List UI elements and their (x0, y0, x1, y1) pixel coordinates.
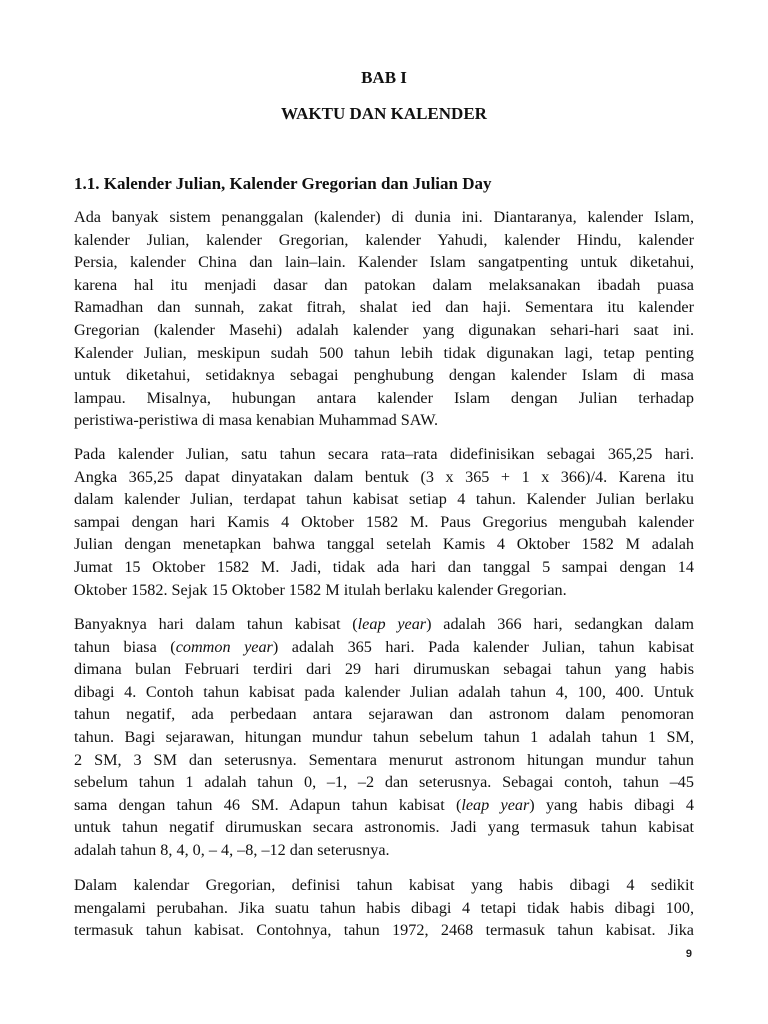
paragraph-line: kalender Julian, kalender Gregorian, kalender Yahudi, kalender Hindu, kalender (74, 230, 694, 249)
chapter-title: WAKTU DAN KALENDER (281, 104, 487, 123)
page-number: 9 (685, 948, 692, 960)
paragraph-line: untuk diketahui, setidaknya sebagai penghubung dengan kalender Islam di masa (74, 366, 694, 385)
paragraph-line: termasuk tahun kabisat. Contohnya, tahun 1972, 2468 termasuk tahun kabisat. Jika (74, 921, 694, 940)
paragraph-line: Pada kalender Julian, satu tahun secara rata–rata didefinisikan sebagai 365,25 hari. (74, 445, 694, 463)
text-run: ) yang habis dibagi 4 (529, 795, 694, 814)
paragraph-line: tahun. Bagi sejarawan, hitungan mundur tahun sebelum tahun 1 adalah tahun 1 SM, (74, 727, 694, 746)
text-run: ) adalah 365 hari. Pada kalender Julian, tahun kabisat (272, 637, 695, 656)
paragraph-line: tahun negatif, ada perbedaan antara sejarawan dan astronom dalam penomoran (74, 705, 694, 724)
paragraph-1 (74, 206, 694, 432)
paragraph-line: dimana bulan Februari terdiri dari 29 hari dirumuskan sebagai tahun yang habis (74, 660, 694, 679)
paragraph-line: Angka 365,25 dapat dinyatakan dalam bentuk (3 x 365 + 1 x 366)/4. Karena itu (74, 467, 694, 486)
paragraph-line: Dalam kalendar Gregorian, definisi tahun kabisat yang habis dibagi 4 sedikit (74, 876, 694, 894)
paragraph-line (74, 613, 694, 636)
paragraph-2 (74, 443, 694, 601)
paragraph-line: Oktober 1582. Sejak 15 Oktober 1582 M itulah berlaku kalender Gregorian. (74, 580, 567, 599)
paragraph-line: dalam kalender Julian, terdapat tahun kabisat setiap 4 tahun. Kalender Julian berlaku (74, 490, 694, 509)
text-run: ) adalah 366 hari, sedangkan dalam (426, 615, 695, 633)
paragraph-line: Jumat 15 Oktober 1582 M. Jadi, tidak ada hari dan tanggal 5 sampai dengan 14 (74, 557, 694, 576)
paragraph-line: Ramadhan dan sunnah, zakat fitrah, shalat ied dan haji. Sementara itu kalender (74, 298, 694, 317)
text-run: Banyaknya hari dalam tahun kabisat ( (74, 615, 358, 633)
paragraph-line: dibagi 4. Contoh tahun kabisat pada kalender Julian adalah tahun 4, 100, 400. Untuk (74, 682, 694, 701)
italic-term: common year (175, 637, 273, 656)
paragraph-4 (74, 874, 694, 942)
paragraph-line (74, 794, 694, 817)
section-heading: 1.1. Kalender Julian, Kalender Gregorian dan Julian Day (74, 174, 492, 193)
paragraph-line: sebelum tahun 1 adalah tahun 0, –1, –2 dan seterusnya. Sebagai contoh, tahun –45 (74, 773, 694, 792)
paragraph-line: Ada banyak sistem penanggalan (kalender) di dunia ini. Diantaranya, kalender Islam, (74, 208, 694, 226)
paragraph-line: untuk tahun negatif dirumuskan secara astronomis. Jadi yang termasuk tahun kabisat (74, 818, 694, 837)
paragraph-line: peristiwa-peristiwa di masa kenabian Muhammad SAW. (74, 411, 439, 430)
text-run: sama dengan tahun 46 SM. Adapun tahun kabisat ( (74, 795, 462, 814)
paragraph-line: sampai dengan hari Kamis 4 Oktober 1582 M. Paus Gregorius mengubah kalender (74, 512, 694, 531)
paragraph-line: mengalami perubahan. Jika suatu tahun habis dibagi 4 tetapi tidak habis dibagi 100, (74, 898, 694, 917)
italic-term: leap year (461, 795, 530, 814)
paragraph-line: karena hal itu menjadi dasar dan patokan dalam melaksanakan ibadah puasa (74, 275, 694, 294)
chapter-label: BAB I (361, 68, 407, 87)
paragraph-line: Gregorian (kalender Masehi) adalah kalender yang digunakan sehari-hari saat ini. (74, 320, 694, 339)
paragraph-line: lampau. Misalnya, hubungan antara kalender Islam dengan Julian terhadap (74, 388, 694, 407)
paragraph-line: Kalender Julian, meskipun sudah 500 tahun lebih tidak digunakan lagi, tetap penting (74, 343, 694, 362)
italic-term: leap year (357, 615, 427, 633)
paragraph-line (74, 636, 694, 659)
text-run: tahun biasa ( (74, 637, 176, 656)
paragraph-line: Julian dengan menetapkan bahwa tanggal setelah Kamis 4 Oktober 1582 M adalah (74, 535, 694, 554)
paragraph-line: adalah tahun 8, 4, 0, – 4, –8, –12 dan seterusnya. (74, 840, 390, 859)
paragraph-line: 2 SM, 3 SM dan seterusnya. Sementara menurut astronom hitungan mundur tahun (74, 750, 694, 769)
paragraph-line: Persia, kalender China dan lain–lain. Kalender Islam sangatpenting untuk diketahui, (74, 253, 694, 272)
paragraph-3 (74, 613, 694, 862)
